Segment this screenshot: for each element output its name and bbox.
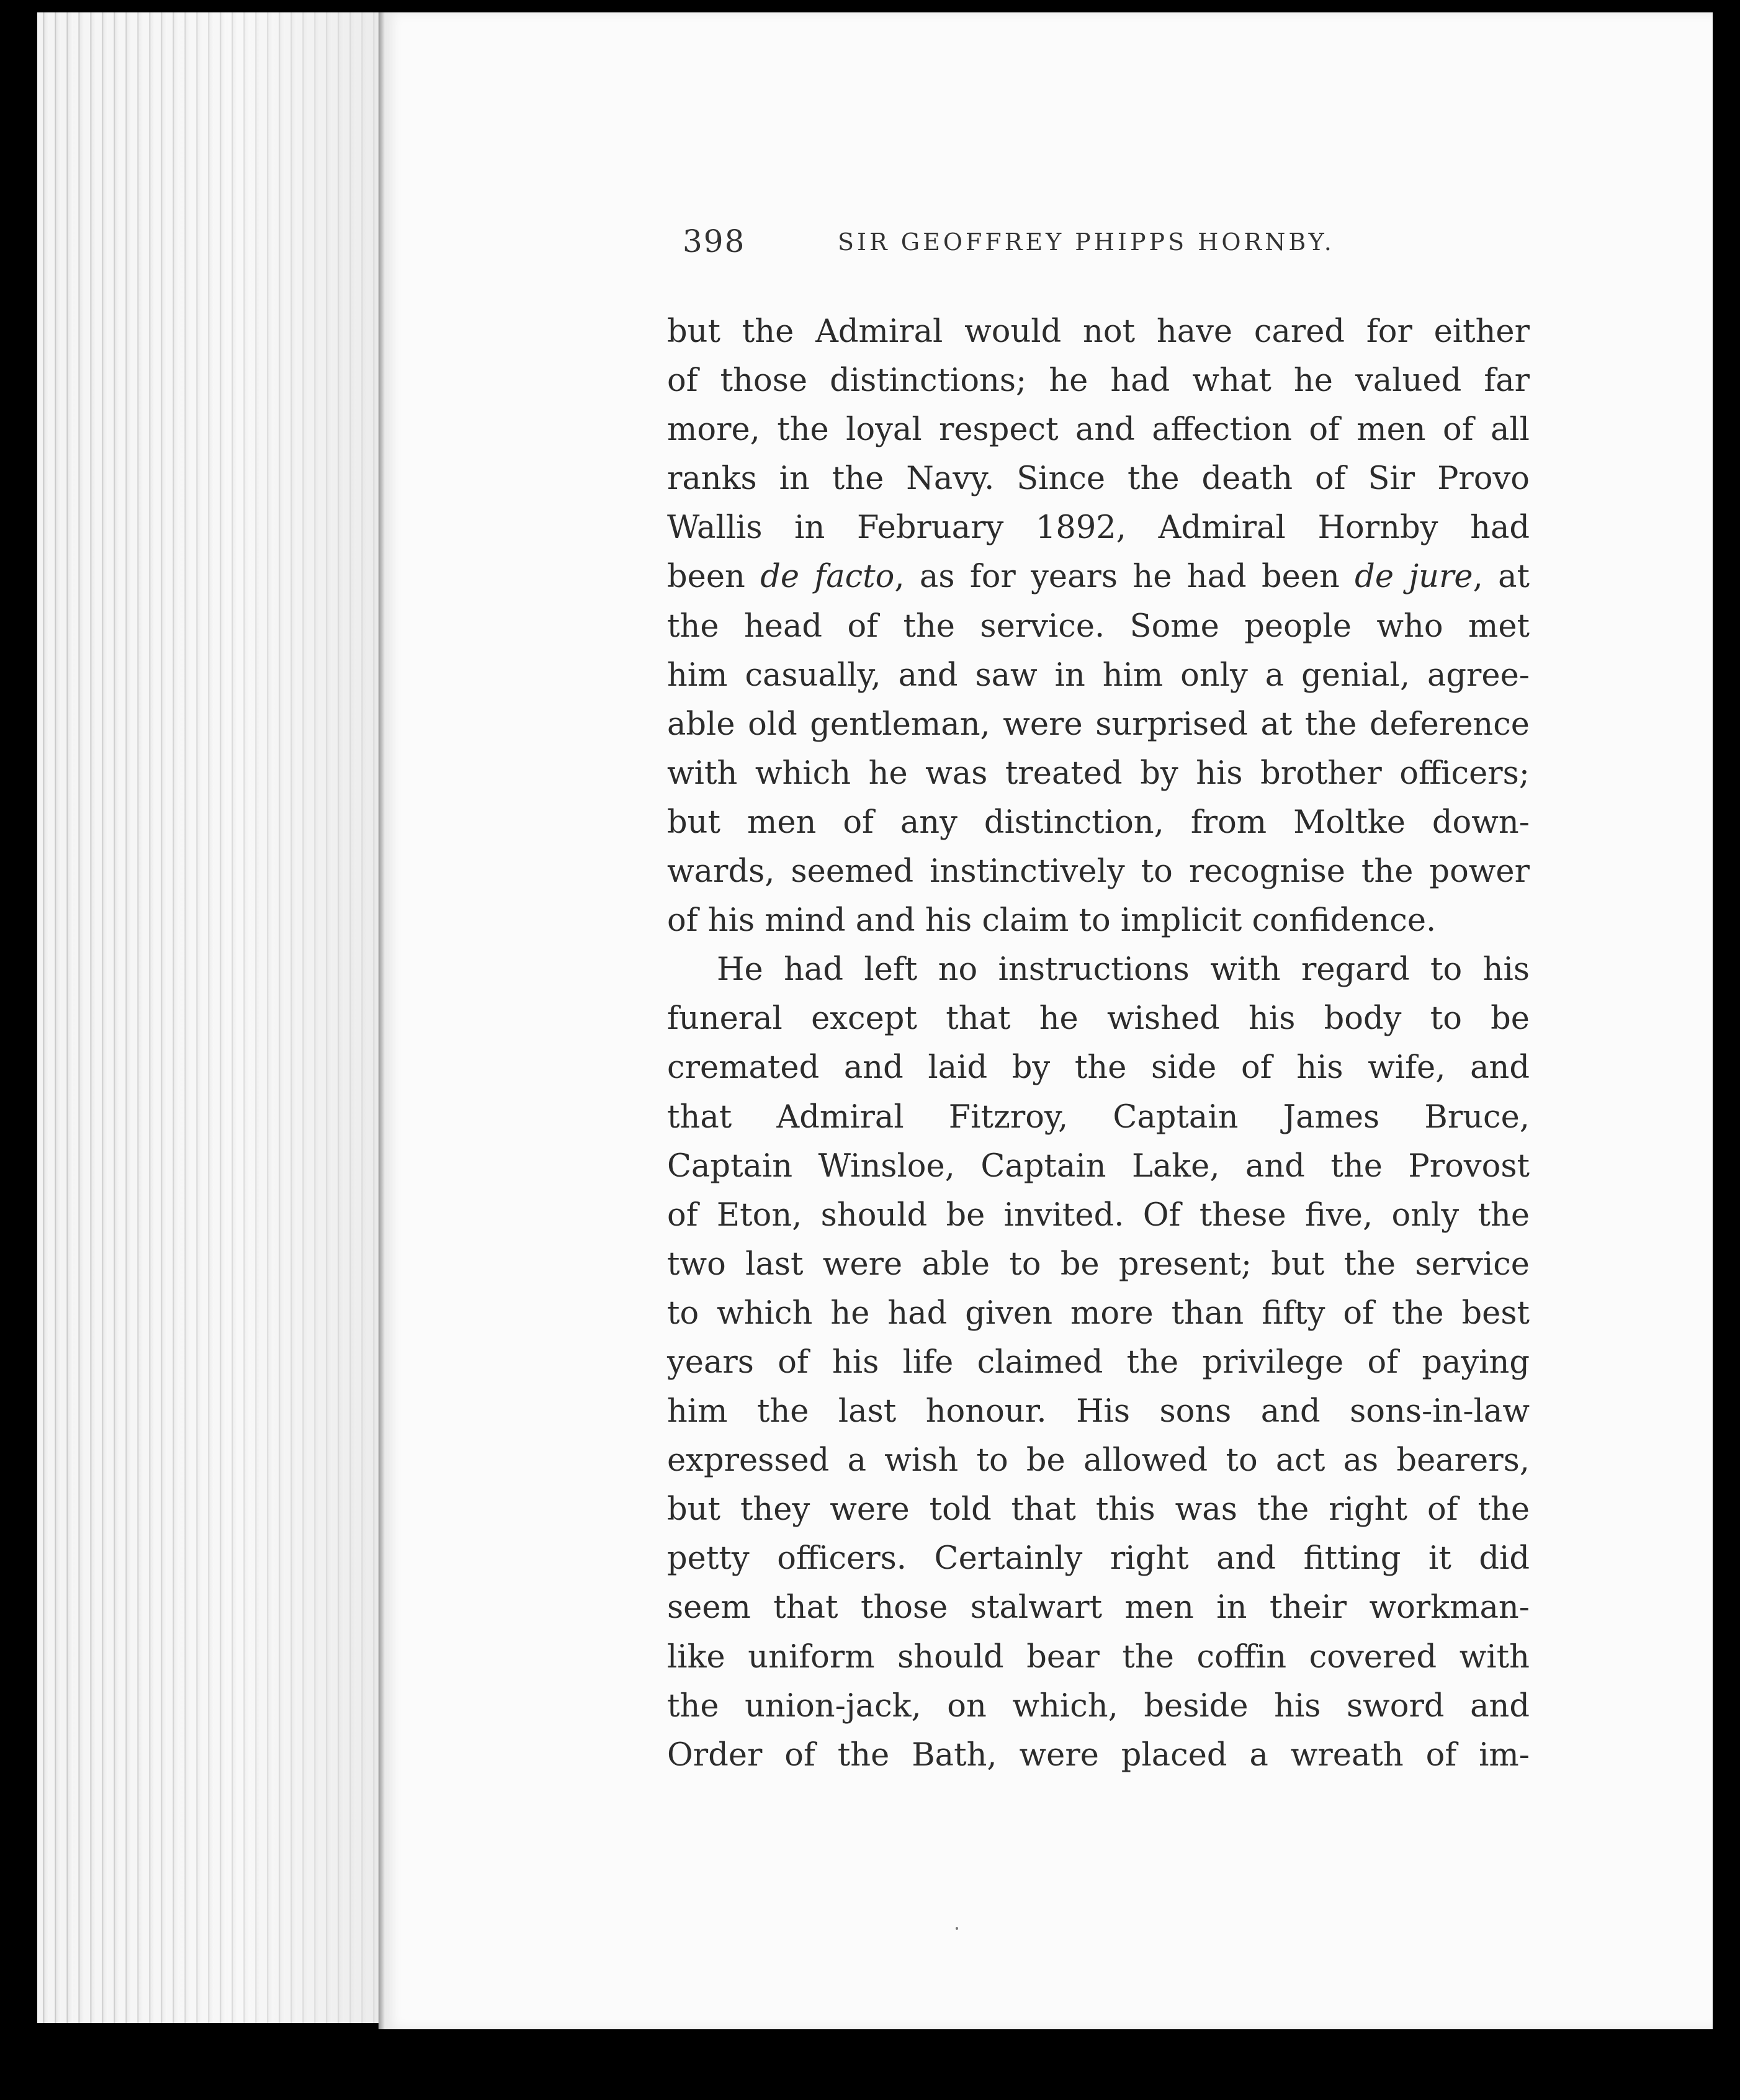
text-line: ranks in the Navy. Since the death of Sir Provo (667, 460, 1530, 498)
text-line: but the Admiral would not have cared for either (667, 313, 1530, 350)
text-line: but they were told that this was the right of the (667, 1491, 1530, 1528)
text-segment: been (667, 559, 761, 596)
text-line: the head of the service. Some people who met (667, 608, 1530, 645)
text-line: to which he had given more than fifty of the best (667, 1295, 1530, 1332)
text-line: two last were able to be present; but the service (667, 1245, 1530, 1283)
text-line: Wallis in February 1892, Admiral Hornby had (667, 509, 1530, 547)
text-line: Captain Winsloe, Captain Lake, and the Provost (667, 1147, 1530, 1185)
paper-speck (956, 1927, 958, 1930)
text-line: with which he was treated by his brother officers; (667, 755, 1530, 792)
page-header (683, 223, 1365, 267)
text-line (667, 552, 1530, 601)
text-line: of Eton, should be invited. Of these five, only the (667, 1196, 1530, 1234)
running-title: SIR GEOFFREY PHIPPS HORNBY. (838, 228, 1335, 256)
text-line: expressed a wish to be allowed to act as bearers, (667, 1442, 1530, 1479)
text-line: that Admiral Fitzroy, Captain James Bruce, (667, 1098, 1530, 1136)
text-line: wards, seemed instinctively to recognise the power (667, 853, 1530, 891)
italic-de-jure: de jure (1355, 559, 1473, 596)
text-line: of those distinctions; he had what he valued far (667, 362, 1530, 400)
text-segment: , at (1473, 559, 1530, 596)
text-line: the union-jack, on which, beside his sword and (667, 1687, 1530, 1725)
text-segment: , as for years he had been (894, 559, 1355, 596)
text-line: funeral except that he wished his body to be (667, 1000, 1530, 1038)
text-line: of his mind and his claim to implicit confidence. (667, 902, 1437, 940)
text-line: him the last honour. His sons and sons-in-law (667, 1393, 1530, 1430)
text-line: petty officers. Certainly right and fitting it did (667, 1540, 1530, 1577)
text-line: seem that those stalwart men in their workman- (667, 1589, 1530, 1627)
page-number: 398 (683, 223, 746, 259)
text-line: He had left no instructions with regard to his (717, 951, 1530, 989)
scan-border (0, 2029, 1740, 2100)
text-line: years of his life claimed the privilege of paying (667, 1344, 1530, 1381)
text-line: able old gentleman, were surprised at the deference (667, 706, 1530, 743)
text-line: like uniform should bear the coffin covered with (667, 1638, 1530, 1676)
text-line: him casually, and saw in him only a genial, agree- (667, 657, 1530, 694)
italic-de-facto: de facto (760, 559, 895, 596)
text-line: cremated and laid by the side of his wife, and (667, 1049, 1530, 1087)
binding-gutter (379, 12, 385, 2029)
body-text (667, 307, 1530, 1780)
text-line: but men of any distinction, from Moltke down- (667, 804, 1530, 841)
text-line: Order of the Bath, were placed a wreath of im- (667, 1736, 1530, 1774)
text-line: more, the loyal respect and affection of men of all (667, 411, 1530, 449)
page-edges (37, 12, 385, 2023)
